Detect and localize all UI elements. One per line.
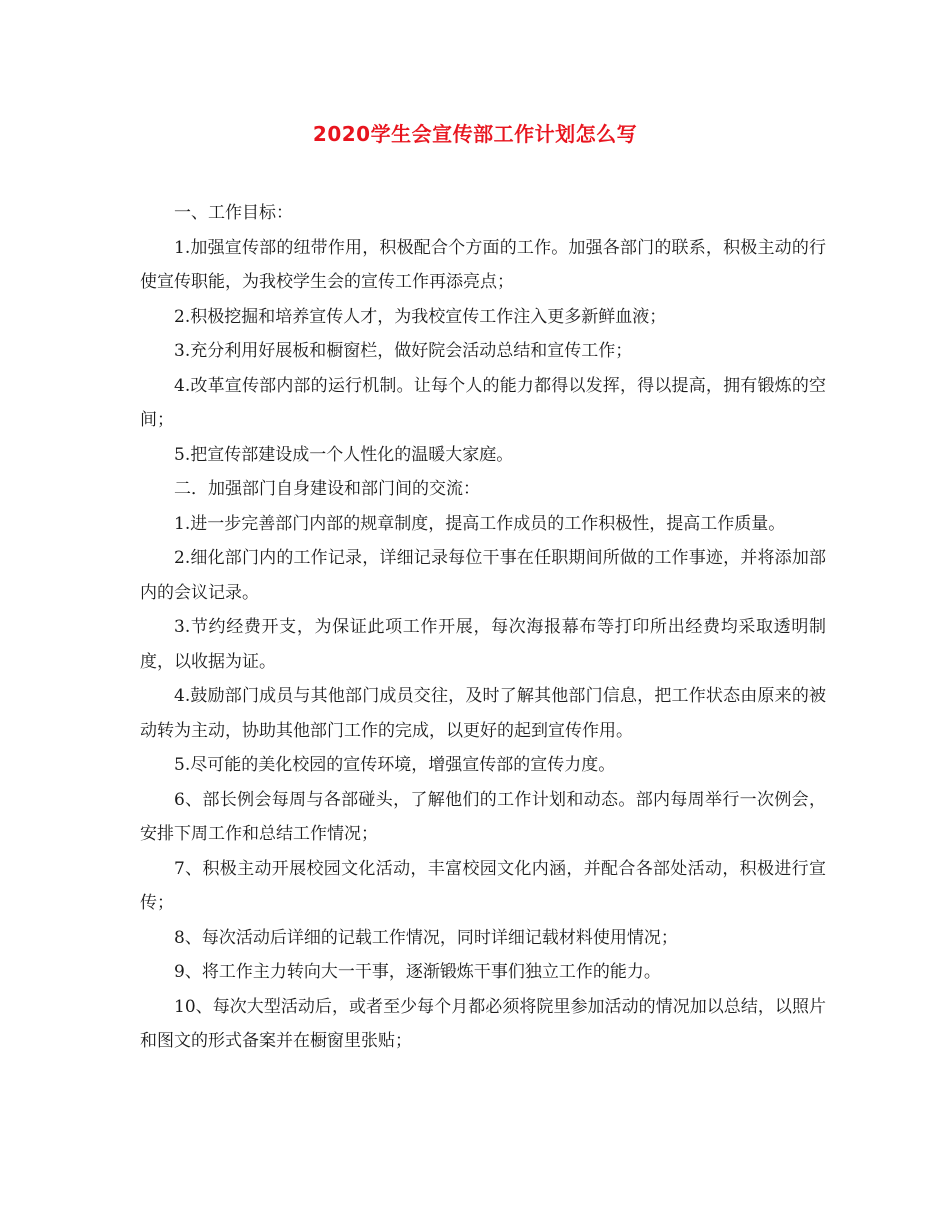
paragraph-item-1: 1.进一步完善部门内部的规章制度，提高工作成员的工作积极性，提高工作质量。 xyxy=(174,513,786,534)
paragraph-item-7: 7、积极主动开展校园文化活动，丰富校园文化内涵，并配合各部处活动，积极进行宣传； xyxy=(140,858,826,913)
document-body xyxy=(140,196,826,1059)
paragraph-goal-2: 2.积极挖掘和培养宣传人才，为我校宣传工作注入更多新鲜血液； xyxy=(174,306,667,327)
paragraph-goal-3: 3.充分利用好展板和橱窗栏，做好院会活动总结和宣传工作； xyxy=(174,341,633,361)
paragraph-goal-1: 1.加强宣传部的纽带作用，积极配合个方面的工作。加强各部门的联系，积极主动的行使宣传职能，为我校学生会的宣传工作再添亮点； xyxy=(140,237,826,292)
paragraph-item-3: 3.节约经费开支，为保证此项工作开展，每次海报幕布等打印所出经费均采取透明制度，以收据为证。 xyxy=(140,617,826,672)
paragraph-item-10: 10、每次大型活动后，或者至少每个月都必须将院里参加活动的情况加以总结，以照片和图文的形式备案并在橱窗里张贴； xyxy=(140,996,826,1051)
paragraph-goal-5: 5.把宣传部建设成一个人性化的温暖大家庭。 xyxy=(174,444,514,465)
document-title: 2020学生会宣传部工作计划怎么写 xyxy=(312,122,638,146)
paragraph-item-5: 5.尽可能的美化校园的宣传环境，增强宣传部的宣传力度。 xyxy=(174,755,616,775)
paragraph-section-2-heading: 二．加强部门自身建设和部门间的交流： xyxy=(174,479,480,499)
paragraph-item-8: 8、每次活动后详细的记载工作情况，同时详细记载材料使用情况； xyxy=(174,927,678,948)
paragraph-item-2: 2.细化部门内的工作记录，详细记录每位干事在任职期间所做的工作事迹，并将添加部内的会议记录。 xyxy=(140,548,826,603)
paragraph-goal-4: 4.改革宣传部内部的运行机制。让每个人的能力都得以发挥，得以提高，拥有锻炼的空间； xyxy=(140,375,826,430)
paragraph-item-6: 6、部长例会每周与各部碰头，了解他们的工作计划和动态。部内每周举行一次例会，安排下周工作和总结工作情况； xyxy=(140,789,826,844)
paragraph-item-4: 4.鼓励部门成员与其他部门成员交往，及时了解其他部门信息，把工作状态由原来的被动转为主动，协助其他部门工作的完成，以更好的起到宣传作用。 xyxy=(140,686,826,741)
paragraph-item-9: 9、将工作主力转向大一干事，逐渐锻炼干事们独立工作的能力。 xyxy=(174,962,661,982)
paragraph-section-1-heading: 一、工作目标： xyxy=(174,203,293,223)
